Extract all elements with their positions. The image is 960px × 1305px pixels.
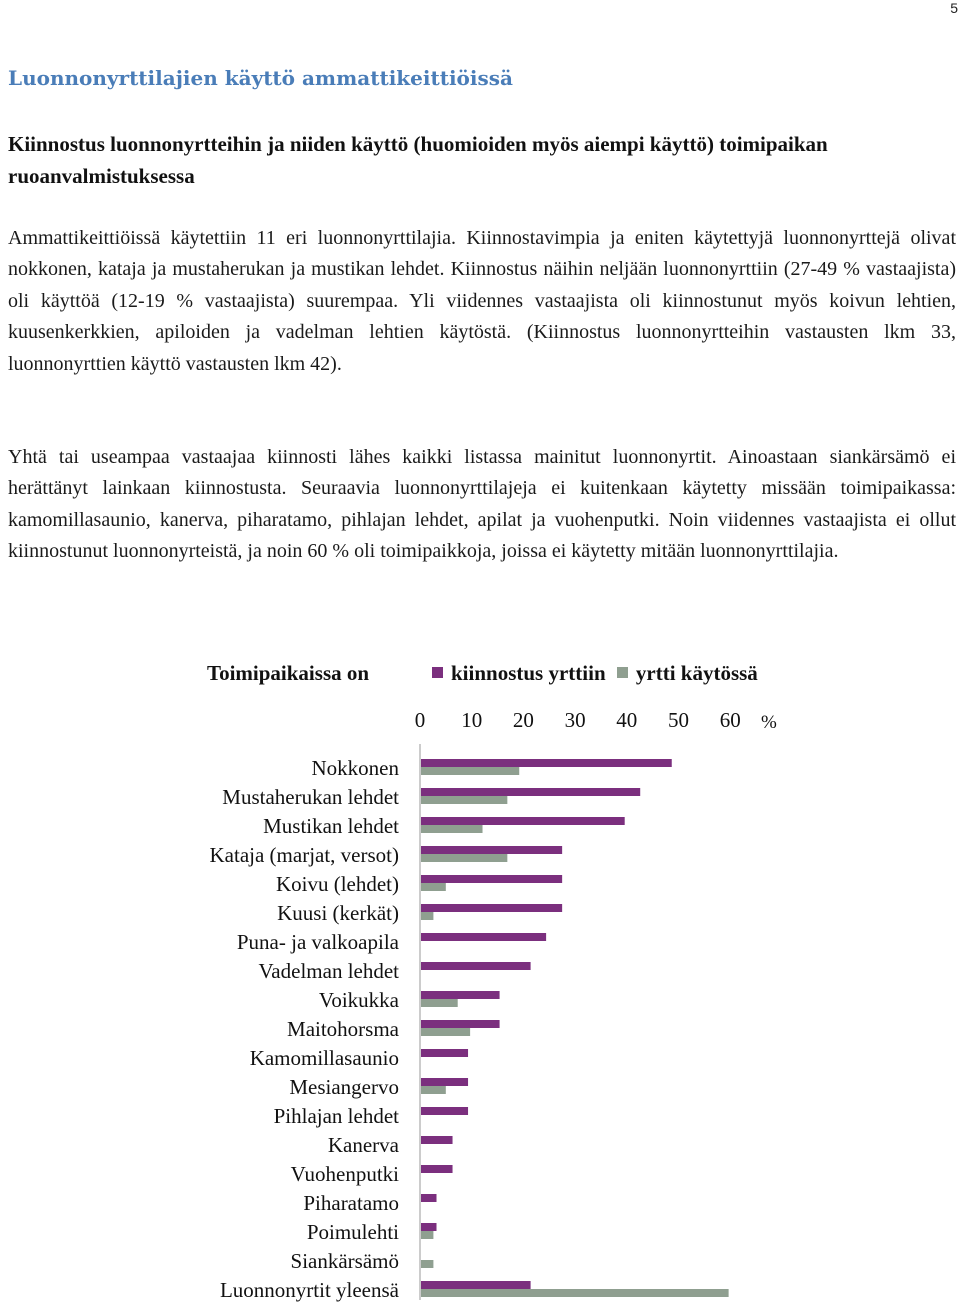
bar-usage (421, 1231, 433, 1239)
bar-interest (421, 991, 500, 999)
bar-usage (421, 1260, 433, 1268)
category-label: Voikukka (318, 988, 399, 1012)
x-tick-label: 0 (414, 708, 426, 732)
x-tick-label: 40 (616, 708, 638, 732)
bar-usage (421, 912, 433, 920)
category-label: Mustikan lehdet (263, 814, 399, 838)
category-label: Maitohorsma (287, 1017, 399, 1041)
category-label: Vuohenputki (290, 1162, 399, 1186)
bar-usage (421, 1289, 729, 1297)
x-tick-label: 60 (719, 708, 741, 732)
x-tick-label: 50 (668, 708, 689, 732)
bar-usage (421, 1086, 446, 1094)
bar-interest (421, 788, 640, 796)
bar-interest (421, 933, 546, 941)
bar-usage (421, 854, 507, 862)
bar-interest (421, 1078, 468, 1086)
category-label: Piharatamo (303, 1191, 399, 1215)
paragraph-usage-summary: Ammattikeittiöissä käytettiin 11 eri luonnonyrttilajia. Kiinnostavimpia ja eniten käytettyjä luonnonyrttejä olivat nokkonen, kataja ja mustaherukan ja mustikan lehdet. Kiinnostus näihin neljään luonnonyrttiin (27-49 % vastaajista) oli käyttöä (12-19 % vastaajista) suurempaa. Yli viidennes vastaajista oli kiinnostunut myös koivun lehtien, kuusenkerkkien, apiloiden ja vadelman lehtien käytöstä. (Kiinnostus luonnonyrtteihin vastausten lkm 33, luonnonyrttien käyttö vastausten lkm 42). (8, 227, 956, 375)
category-label: Kanerva (327, 1133, 399, 1157)
bar-usage (421, 767, 519, 775)
legend-label-usage: yrtti käytössä (635, 661, 758, 685)
legend-label-interest: kiinnostus yrttiin (451, 661, 606, 685)
bar-interest (421, 759, 672, 767)
category-label: Pihlajan lehdet (273, 1104, 399, 1128)
x-tick-label: 10 (461, 708, 483, 732)
bar-interest (421, 1194, 437, 1202)
category-label: Kuusi (kerkät) (277, 901, 399, 925)
bar-usage (421, 883, 446, 891)
bar-interest (421, 1165, 453, 1173)
bar-interest (421, 904, 562, 912)
category-label: Vadelman lehdet (258, 959, 399, 983)
category-label: Kamomillasaunio (249, 1046, 399, 1070)
bar-interest (421, 962, 531, 970)
category-label: Luonnonyrtit yleensä (219, 1278, 399, 1302)
x-tick-label: 30 (564, 708, 586, 732)
page-number: 5 (950, 0, 958, 16)
bar-interest (421, 1049, 468, 1057)
x-tick-label: 20 (512, 708, 534, 732)
section-title: Luonnonyrttilajien käyttö ammattikeittiöissä (8, 66, 513, 90)
bar-usage (421, 796, 507, 804)
category-label: Poimulehti (306, 1220, 399, 1244)
bar-interest (421, 875, 562, 883)
bar-interest (421, 1223, 437, 1231)
category-label: Nokkonen (311, 756, 399, 780)
bar-interest (421, 817, 625, 825)
bar-interest (421, 846, 562, 854)
x-unit-label: % (761, 712, 777, 733)
bar-usage (421, 1028, 470, 1036)
category-label: Koivu (lehdet) (275, 872, 399, 896)
bar-interest (421, 1107, 468, 1115)
bar-interest (421, 1281, 531, 1289)
bar-interest (421, 1136, 453, 1144)
bar-usage (421, 999, 458, 1007)
category-label: Puna- ja valkoapila (236, 930, 399, 954)
category-label: Siankärsämö (290, 1249, 399, 1273)
category-label: Kataja (marjat, versot) (209, 843, 399, 867)
category-label: Mesiangervo (289, 1075, 399, 1099)
subheading: Kiinnostus luonnonyrtteihin ja niiden käyttö (huomioiden myös aiempi käyttö) toimipaikan ruoanvalmistuksessa (8, 132, 828, 188)
category-label: Mustaherukan lehdet (222, 785, 399, 809)
chart-title: Toimipaikaissa on (207, 661, 370, 685)
bar-interest (421, 1020, 500, 1028)
bar-usage (421, 825, 483, 833)
paragraph-interest-summary: Yhtä tai useampaa vastaajaa kiinnosti lähes kaikki listassa mainitut luonnonyrtit. Ainoastaan siankärsämö ei herättänyt lainkaan kiinnostusta. Seuraavia luonnonyrttilajeja ei kuitenkaan käytetty missään toimipaikassa: kamomillasaunio, kanerva, piharatamo, pihlajan lehdet, apilat ja vuohenputki. Noin viidennes vastaajista ei ollut kiinnostunut luonnonyrteistä, ja noin 60 % oli toimipaikkoja, joissa ei käytetty mitään luonnonyrttilajia. (8, 446, 956, 563)
